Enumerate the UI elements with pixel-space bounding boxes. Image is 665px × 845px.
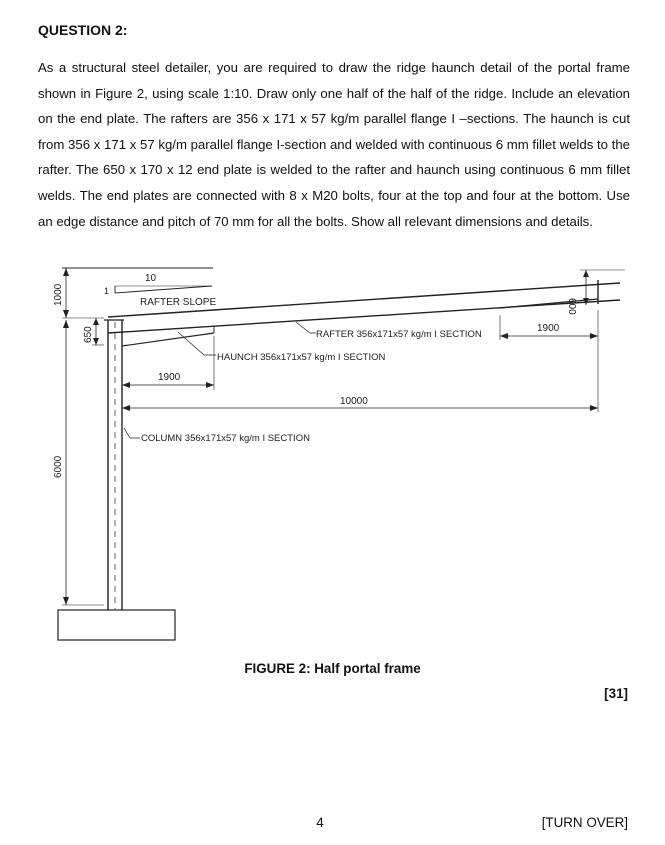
haunch-label: HAUNCH 356x171x57 kg/m I SECTION: [217, 352, 386, 363]
figure-caption: FIGURE 2: Half portal frame: [244, 661, 421, 676]
slope-rise-label: 1: [104, 286, 110, 296]
dim-650: 650: [83, 326, 94, 343]
rafter-slope-label: RAFTER SLOPE: [140, 297, 217, 308]
rafter-label: RAFTER 356x171x57 kg/m I SECTION: [316, 329, 482, 340]
dim-1900-left: 1900: [158, 372, 181, 383]
page-number: 4: [316, 815, 324, 830]
question-paragraph: As a structural steel detailer, you are required to draw the ridge haunch detail of the portal frame shown in Figure 2, using scale 1:10. Draw only one half of the half of the ridge. Include an elevation on the end plate. The rafters are 356 x 171 x 57 kg/m parallel flange I –sections. The haunch is cut from 356 x 171 x 57 kg/m parallel flange I-section and welded with continuous 6 mm fillet welds to the rafter. The 650 x 170 x 12 end plate is welded to the rafter and haunch using continuous 6 mm fillet welds. The end plates are connected with 8 x M20 bolts, four at the top and four at the bottom. Use an edge distance and pitch of 70 mm for all the bolts. Show all relevant dimensions and details.: [38, 60, 630, 229]
slope-run-label: 10: [145, 273, 157, 284]
dim-6000: 6000: [53, 455, 64, 478]
dim-1900-right: 1900: [537, 323, 560, 334]
column-label: COLUMN 356x171x57 kg/m I SECTION: [141, 433, 310, 444]
question-heading: QUESTION 2:: [38, 22, 128, 38]
marks: [31]: [604, 686, 628, 701]
turn-over: [TURN OVER]: [541, 815, 628, 830]
dim-1000: 1000: [53, 283, 64, 306]
dim-10000: 10000: [340, 396, 368, 407]
dim-600: 600: [566, 298, 577, 315]
